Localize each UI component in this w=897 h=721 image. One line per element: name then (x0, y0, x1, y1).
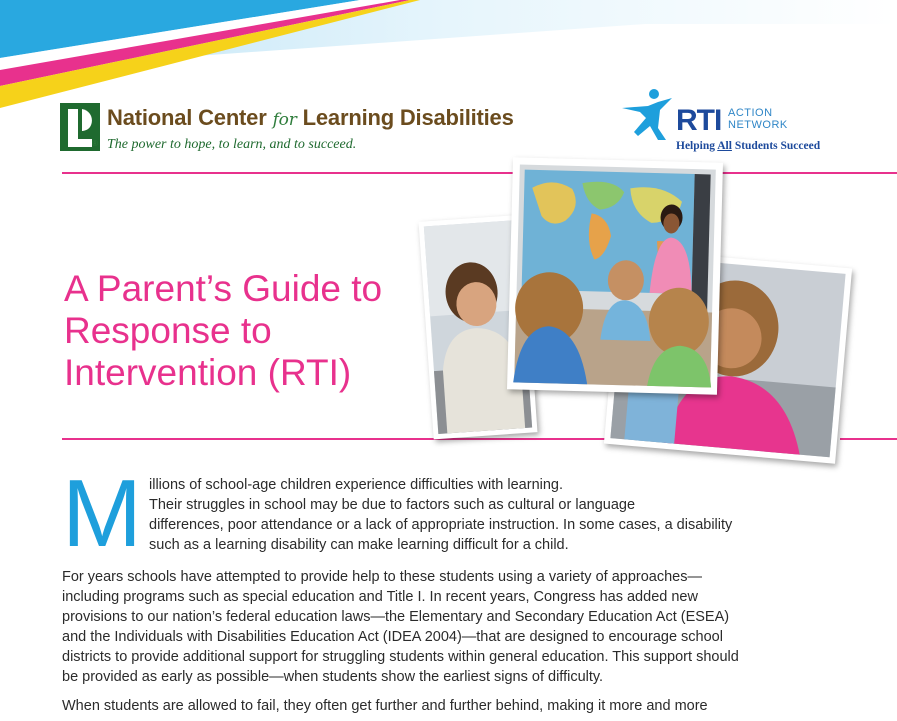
rti-logo (618, 86, 848, 156)
history-line-5: districts to provide additional support for struggling students within general education. This support should (62, 649, 739, 665)
history-line-4: and the Individuals with Disabilities Education Act (IDEA 2004)—that are designed to encourage school (62, 629, 723, 645)
history-line-3: provisions to our nation’s federal education laws—the Elementary and Secondary Education Act (ESEA) (62, 609, 730, 625)
top-divider-right (720, 172, 897, 174)
ncld-name-part1: National Center (107, 105, 267, 130)
history-line-1: For years schools have attempted to provide help to these students using a variety of approaches— (62, 569, 702, 585)
title-line-1: A Parent’s Guide to (64, 268, 383, 309)
ncld-name-for: for (272, 110, 297, 130)
rti-tagline (676, 140, 820, 152)
history-paragraph (62, 567, 862, 687)
drop-cap: M (62, 460, 142, 567)
intro-paragraph (149, 475, 869, 555)
ncld-name (107, 105, 514, 131)
fail-line-1: When students are allowed to fail, they often get further and further behind, making it more and more (62, 698, 708, 714)
teacher-world-map-image (507, 157, 723, 394)
top-divider (62, 172, 522, 174)
rti-action-label: ACTION (728, 107, 773, 119)
intro-line-1: illions of school-age children experience difficulties with learning. (149, 477, 564, 493)
rti-tag-part2: Students Succeed (731, 140, 821, 152)
history-line-6: be provided as early as possible—when students show the earliest signs of difficulty. (62, 669, 604, 685)
ncld-name-part2: Learning Disabilities (302, 105, 514, 130)
registered-mark: ® (92, 139, 98, 148)
rti-action-network (728, 107, 788, 131)
rti-wordmark: RTI (676, 104, 722, 137)
ncld-logo (60, 99, 530, 159)
history-line-2: including programs such as special education and Title I. In recent years, Congress has added new (62, 589, 698, 605)
intro-line-2: Their struggles in school may be due to factors such as cultural or language (149, 497, 636, 513)
ncld-tagline: The power to hope, to learn, and to succeed. (107, 137, 357, 152)
title-line-2: Response to (64, 310, 272, 351)
bottom-divider-right (840, 438, 897, 440)
page-title (64, 268, 444, 394)
intro-line-3: differences, poor attendance or a lack of appropriate instruction. In some cases, a disability (149, 517, 733, 533)
bottom-divider (62, 438, 622, 440)
rti-tag-all: All (717, 140, 732, 152)
classroom-photo-main (507, 157, 723, 394)
fail-paragraph (62, 696, 862, 716)
intro-line-4: such as a learning disability can make learning difficult for a child. (149, 537, 569, 553)
rti-network-label: NETWORK (728, 119, 788, 131)
title-line-3: Intervention (RTI) (64, 352, 352, 393)
rti-figure-icon (618, 86, 674, 142)
rti-tag-part1: Helping (676, 140, 718, 152)
